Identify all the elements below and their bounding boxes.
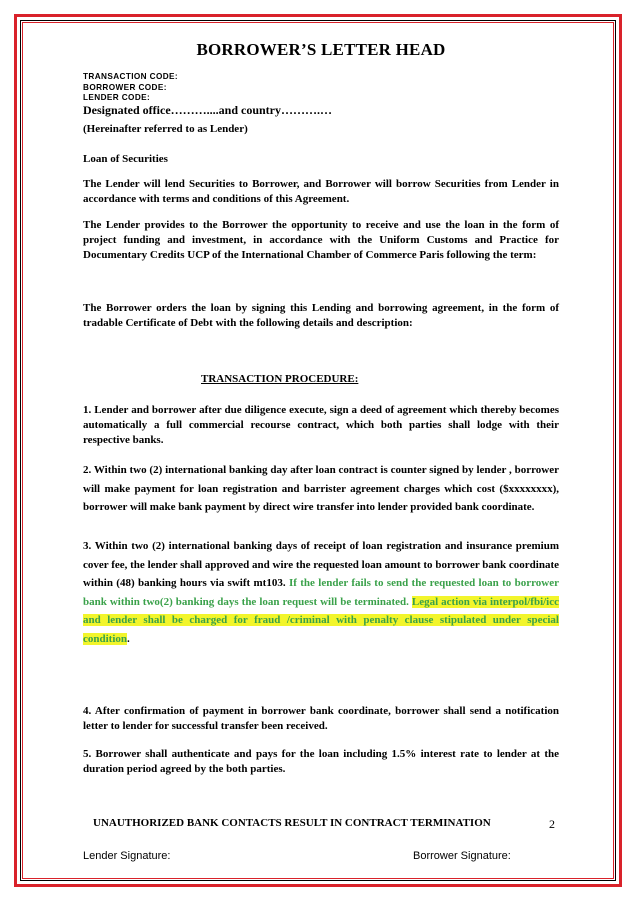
designated-office-line: Designated office………....and country……….… xyxy=(83,103,332,117)
page-title: BORROWER’S LETTER HEAD xyxy=(196,40,446,59)
step-3-text: 3. Within two (2) international banking days of receipt of loan registration and insurance premium cover fee, the lender shall approved and wire the requested loan amount to borrower bank coordinate within (48) banking hours via swift mt103. xyxy=(83,540,559,590)
step-3-highlight: Legal action via interpol/fbi/icc and lender shall be charged for fraud /criminal with penalty clause stipulated under special condition xyxy=(83,595,559,645)
paragraph-agreement: The Lender will lend Securities to Borrower, and Borrower will borrow Securities from Lender in accordance with terms and conditions of this Agreement. xyxy=(83,178,559,205)
termination-notice: UNAUTHORIZED BANK CONTACTS RESULT IN CONTRACT TERMINATION xyxy=(93,817,491,829)
code-list xyxy=(83,72,178,104)
procedure-step-3 xyxy=(83,537,559,649)
step-3-warning: If the lender fails to send the requested loan to borrower bank within two(2) banking days the loan request will be terminated. xyxy=(83,577,560,608)
lender-code-label: LENDER CODE: xyxy=(83,93,151,102)
procedure-step-5: 5. Borrower shall authenticate and pays for the loan including 1.5% interest rate to lender at the duration period agreed by the both parties. xyxy=(83,748,559,775)
paragraph-opportunity: The Lender provides to the Borrower the opportunity to receive and use the loan in the form of project funding and investment, in accordance with the Uniform Customs and Practice for Documentary Credits UCP of the International Chamber of Commerce Paris following the term: xyxy=(83,219,559,261)
step-3-end: . xyxy=(127,632,130,645)
procedure-step-2: 2. Within two (2) international banking day after loan contract is counter signed by lender , borrower will make payment for loan registration and barrister agreement charges which cost ($xxxxxxxx), borrower will make bank payment by direct wire transfer into lender provided bank coordinate. xyxy=(83,464,559,514)
transaction-code-label: TRANSACTION CODE: xyxy=(83,72,179,81)
lender-reference-line: (Hereinafter referred to as Lender) xyxy=(83,123,248,135)
lender-signature-label: Lender Signature: xyxy=(83,850,171,862)
procedure-step-1: 1. Lender and borrower after due diligence execute, sign a deed of agreement which thereby becomes automatically a full commercial recourse contract, which both parties shall lodge with their respective banks. xyxy=(83,404,559,446)
page-number: 2 xyxy=(549,817,555,831)
borrower-code-label: BORROWER CODE: xyxy=(83,82,167,92)
procedure-heading: TRANSACTION PROCEDURE: xyxy=(201,373,359,385)
borrower-signature-label: Borrower Signature: xyxy=(413,850,511,862)
procedure-step-4: 4. After confirmation of payment in borrower bank coordinate, borrower shall send a notification letter to lender for successful transfer been received. xyxy=(83,705,559,732)
paragraph-borrower-order: The Borrower orders the loan by signing this Lending and borrowing agreement, in the form of tradable Certificate of Debt with the following details and description: xyxy=(83,302,559,329)
loan-title: Loan of Securities xyxy=(83,153,168,165)
